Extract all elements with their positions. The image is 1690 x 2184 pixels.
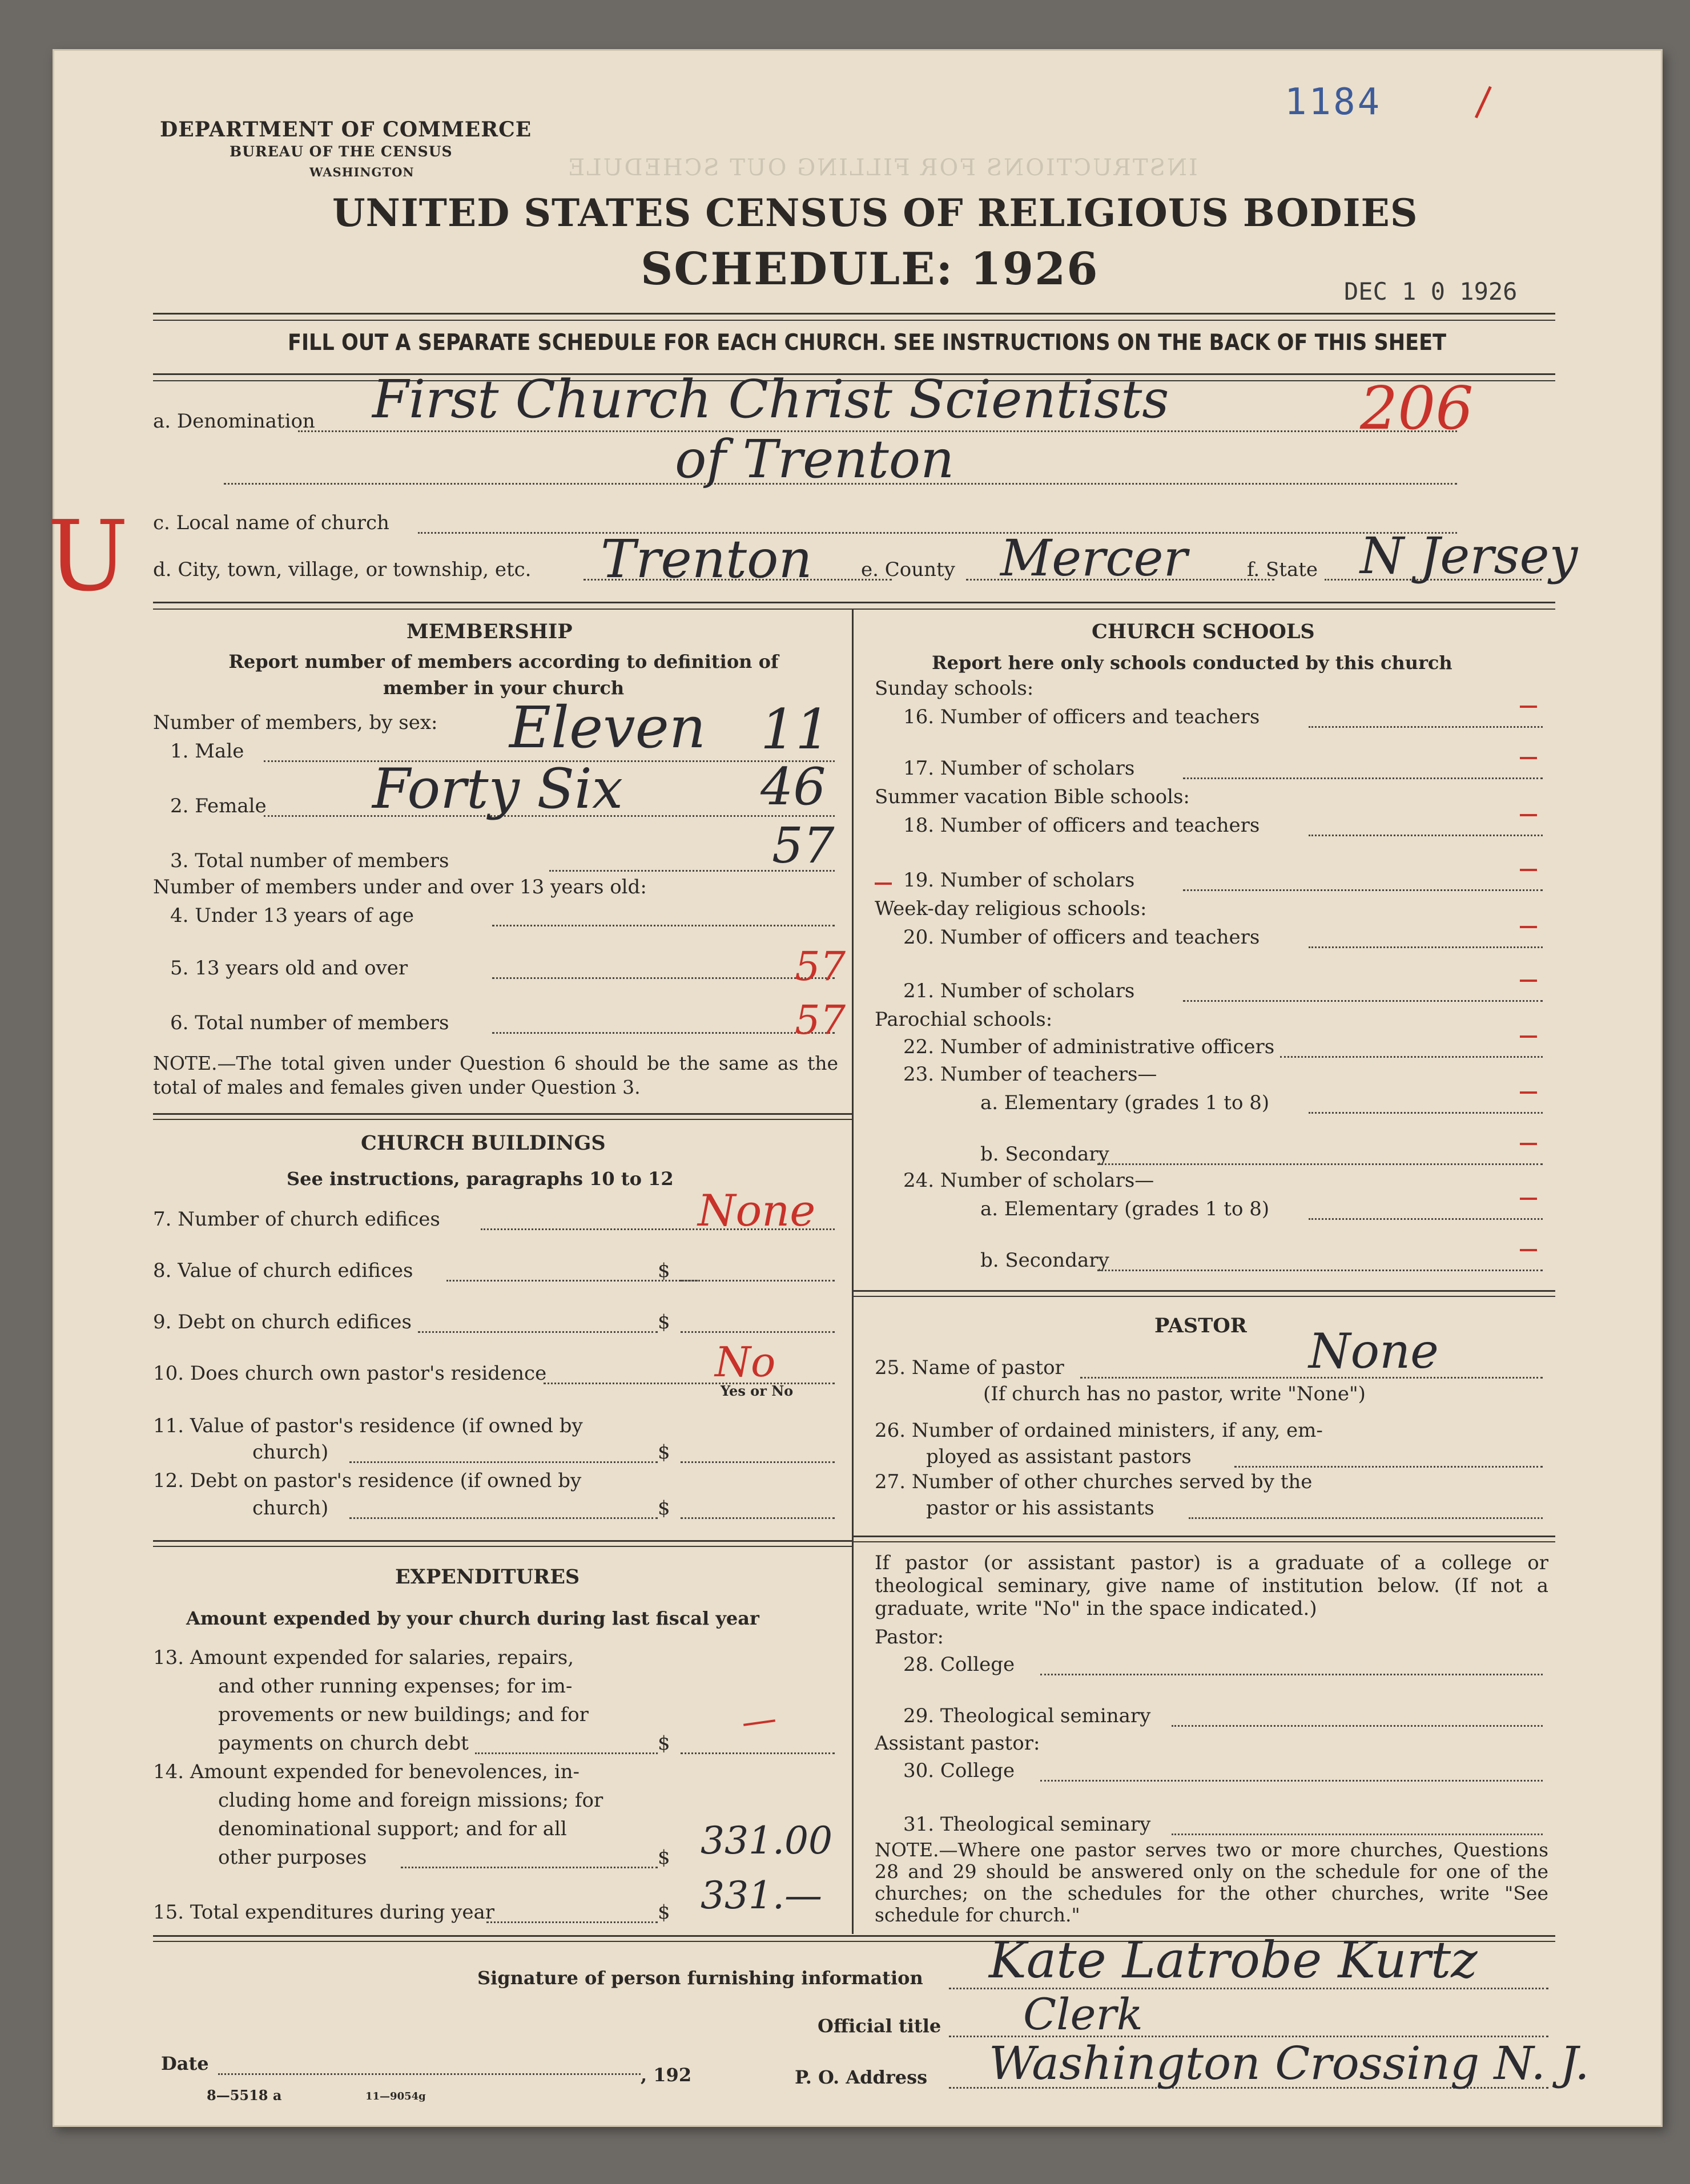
q6-value[interactable]: 57: [795, 997, 846, 1043]
fill-out-instruction: FILL OUT A SEPARATE SCHEDULE FOR EACH CHURCH. SEE INSTRUCTIONS ON THE BACK OF THIS SHEET: [288, 330, 1447, 356]
q10-hint: Yes or No: [721, 1383, 794, 1399]
q1-label: 1. Male: [170, 740, 244, 763]
q8-amount-line: [681, 1280, 835, 1282]
q24b-label: b. Secondary: [980, 1249, 1109, 1272]
check-mark-icon: [1467, 83, 1492, 118]
q20-label: 20. Number of officers and teachers: [903, 926, 1260, 949]
q24b-line: [1097, 1270, 1543, 1271]
q14-label-d: other purposes: [218, 1846, 367, 1869]
buildings-rule: [153, 1113, 852, 1115]
q11-label-b: church): [252, 1441, 329, 1464]
q23b-label: b. Secondary: [980, 1143, 1109, 1166]
q23a-line: [1309, 1112, 1543, 1114]
q9-line: [418, 1331, 658, 1333]
q14-label-b: cluding home and foreign missions; for: [218, 1789, 603, 1812]
q15-value[interactable]: 331.—: [701, 1873, 822, 1917]
q31-line: [1172, 1834, 1543, 1835]
department-name: DEPARTMENT OF COMMERCE: [160, 118, 532, 142]
expend-rule: [153, 1540, 852, 1542]
q26-label-a: 26. Number of ordained ministers, if any, em-: [875, 1419, 1323, 1442]
q27-label-b: pastor or his assistants: [926, 1497, 1154, 1520]
q21-line: [1183, 1000, 1543, 1002]
q24b-tick-icon: [1520, 1249, 1537, 1251]
q12-label-b: church): [252, 1497, 329, 1520]
q23a-tick-icon: [1520, 1091, 1537, 1094]
date-line: [218, 2073, 641, 2075]
q16-tick-icon: [1520, 706, 1537, 708]
header-rule-top: [153, 313, 1555, 315]
form-title: UNITED STATES CENSUS OF RELIGIOUS BODIES: [332, 191, 1418, 235]
city-value[interactable]: Trenton: [601, 529, 812, 590]
q17-line: [1183, 777, 1543, 779]
q11-label-a: 11. Value of pastor's residence (if owned by: [153, 1415, 583, 1437]
q13-label-d: payments on church debt: [218, 1732, 469, 1755]
q21-label: 21. Number of scholars: [903, 980, 1135, 1002]
schedule-year: SCHEDULE: 1926: [641, 243, 1099, 295]
q7-value[interactable]: None: [698, 1185, 816, 1236]
q12-label-a: 12. Debt on pastor's residence (if owned by: [153, 1469, 582, 1492]
sunday-head: Sunday schools:: [875, 677, 1034, 700]
official-title-label: Official title: [818, 2015, 941, 2037]
expenditures-title: EXPENDITURES: [395, 1565, 580, 1589]
date-year: , 192: [641, 2064, 692, 2086]
q12-line: [349, 1517, 658, 1519]
q5-label: 5. 13 years old and over: [170, 957, 408, 980]
q4-label: 4. Under 13 years of age: [170, 904, 414, 927]
q11-dollar: $: [658, 1441, 670, 1464]
graduate-note: If pastor (or assistant pastor) is a graduate of a college or theological seminary, give name of institution below. (If not a graduate, write "No" in the space indicated.): [875, 1552, 1548, 1620]
membership-subtitle: Report number of members according to definition of member in your church: [228, 651, 779, 699]
q1-value[interactable]: 11: [760, 698, 831, 761]
q14-label-c: denominational support; and for all: [218, 1818, 567, 1840]
section-rule: [153, 602, 1555, 603]
q28-label: 28. College: [903, 1653, 1015, 1676]
q17-tick-icon: [1520, 757, 1537, 759]
q13-tick-icon: [743, 1719, 775, 1726]
assistant-head: Assistant pastor:: [875, 1732, 1040, 1755]
q22-line: [1280, 1056, 1543, 1058]
q2-value[interactable]: 46: [760, 757, 826, 817]
q3-label: 3. Total number of members: [170, 849, 449, 872]
column-divider: [852, 610, 854, 1934]
q15-label: 15. Total expenditures during year: [153, 1901, 495, 1924]
q27-line: [1189, 1517, 1543, 1519]
q19-line: [1183, 889, 1543, 891]
q20-tick-icon: [1520, 926, 1537, 928]
print-number: 11—9054g: [365, 2090, 426, 2102]
q12-amount-line: [681, 1517, 835, 1519]
q4-line: [492, 925, 835, 926]
q18-label: 18. Number of officers and teachers: [903, 814, 1260, 837]
q13-dollar: $: [658, 1732, 670, 1755]
q13-line: [475, 1752, 658, 1754]
q13-label-c: provements or new buildings; and for: [218, 1703, 589, 1726]
header-rule-top-2: [153, 320, 1555, 321]
denomination-value-2[interactable]: of Trenton: [675, 429, 955, 490]
pastor-note: NOTE.—Where one pastor serves two or more churches, Questions 28 and 29 should be answered only on the schedule for one of the churches; on the schedules for the other churches, write "See schedule for church.": [875, 1839, 1548, 1926]
schools-title: CHURCH SCHOOLS: [1092, 620, 1315, 643]
grad-rule-2: [853, 1541, 1555, 1542]
q13-amount-line: [681, 1752, 835, 1754]
denomination-value[interactable]: First Church Christ Scientists: [372, 369, 1169, 430]
membership-note: NOTE.—The total given under Question 6 should be the same as the total of males and females given under Question 3.: [153, 1052, 838, 1098]
age-head: Number of members under and over 13 years old:: [153, 876, 647, 898]
q30-line: [1040, 1780, 1543, 1782]
q25-hint: (If church has no pastor, write "None"): [983, 1383, 1366, 1405]
membership-title: MEMBERSHIP: [407, 620, 573, 643]
q11-amount-line: [681, 1461, 835, 1463]
q25-value[interactable]: None: [1309, 1323, 1439, 1379]
po-address-label: P. O. Address: [795, 2066, 928, 2088]
q9-dollar: $: [658, 1311, 670, 1333]
summer-head: Summer vacation Bible schools:: [875, 785, 1190, 808]
q18-tick-icon: [1520, 814, 1537, 816]
q28-line: [1040, 1674, 1543, 1675]
q13-label-b: and other running expenses; for im-: [218, 1675, 573, 1698]
q31-label: 31. Theological seminary: [903, 1813, 1151, 1836]
q19-tick-icon: [1520, 869, 1537, 871]
buildings-rule-2: [153, 1119, 852, 1120]
q24a-line: [1309, 1218, 1543, 1220]
date-stamp: DEC 1 0 1926: [1344, 277, 1518, 305]
q19-label: 19. Number of scholars: [903, 869, 1135, 892]
signature-value[interactable]: Kate Latrobe Kurtz: [989, 1931, 1478, 1989]
q23b-tick-icon: [1520, 1143, 1537, 1145]
pastor-rule-2: [853, 1296, 1555, 1297]
q22-tick-icon: [1520, 1035, 1537, 1038]
expend-rule-2: [153, 1546, 852, 1547]
bleed-through-text: INSTRUCTIONS FOR FILLING OUT SCHEDULE: [566, 155, 1198, 181]
state-label: f. State: [1247, 558, 1318, 581]
schools-subtitle: Report here only schools conducted by this church: [932, 652, 1452, 674]
q22-label: 22. Number of administrative officers: [903, 1035, 1275, 1058]
parochial-head: Parochial schools:: [875, 1008, 1053, 1031]
form-number: 8—5518 a: [207, 2087, 282, 2104]
bureau-name: BUREAU OF THE CENSUS: [230, 143, 453, 160]
city-label: d. City, town, village, or township, etc.: [153, 558, 532, 581]
q8-dollar: $: [658, 1259, 670, 1282]
local-name-label: c. Local name of church: [153, 511, 389, 534]
q13-label-a: 13. Amount expended for salaries, repairs,: [153, 1646, 574, 1669]
q6-line: [492, 1032, 835, 1034]
q5-value[interactable]: 57: [795, 943, 846, 990]
signature-label: Signature of person furnishing information: [477, 1967, 923, 1989]
grad-rule: [853, 1536, 1555, 1537]
q25-label: 25. Name of pastor: [875, 1356, 1064, 1379]
county-value[interactable]: Mercer: [1000, 529, 1188, 587]
q23-label: 23. Number of teachers—: [903, 1063, 1157, 1086]
margin-mark: U: [47, 500, 129, 613]
q7-label: 7. Number of church edifices: [153, 1208, 440, 1231]
q18-line: [1309, 835, 1543, 836]
q9-amount-line: [681, 1331, 835, 1333]
expenditures-subtitle: Amount expended by your church during last fiscal year: [186, 1607, 759, 1629]
buildings-title: CHURCH BUILDINGS: [361, 1131, 606, 1155]
census-schedule-sheet: [47, 49, 1663, 2127]
pastor-rule: [853, 1290, 1555, 1292]
q23a-label: a. Elementary (grades 1 to 8): [980, 1091, 1270, 1114]
section-rule-2: [153, 609, 1555, 610]
q9-label: 9. Debt on church edifices: [153, 1311, 412, 1333]
q5-line: [492, 977, 835, 979]
q17-label: 17. Number of scholars: [903, 757, 1135, 780]
q3-value[interactable]: 57: [772, 817, 835, 875]
q30-label: 30. College: [903, 1759, 1015, 1782]
stamp-number: 1184: [1285, 81, 1382, 123]
denomination-label: a. Denomination: [153, 410, 315, 433]
q3-tick-icon: [875, 883, 892, 885]
q27-label-a: 27. Number of other churches served by the: [875, 1470, 1313, 1493]
q26-line: [1234, 1466, 1543, 1468]
q14-dollar: $: [658, 1846, 670, 1869]
q14-value[interactable]: 331.00: [701, 1819, 832, 1863]
weekday-head: Week-day religious schools:: [875, 897, 1147, 920]
q15-dollar: $: [658, 1901, 670, 1924]
q16-line: [1309, 726, 1543, 728]
q11-line: [349, 1461, 658, 1463]
po-address-value[interactable]: Washington Crossing N. J.: [989, 2037, 1590, 2090]
state-value[interactable]: N Jersey: [1360, 526, 1578, 585]
local-name-line: [418, 532, 1457, 534]
date-label: Date: [161, 2053, 209, 2074]
q14-label-a: 14. Amount expended for benevolences, in-: [153, 1760, 580, 1783]
q24-label: 24. Number of scholars—: [903, 1169, 1154, 1192]
pastor-title: PASTOR: [1154, 1314, 1247, 1337]
q6-label: 6. Total number of members: [170, 1012, 449, 1034]
q29-line: [1172, 1725, 1543, 1727]
q10-value[interactable]: No: [715, 1338, 776, 1386]
members-by-sex: Number of members, by sex:: [153, 711, 438, 734]
q23b-line: [1097, 1163, 1543, 1165]
official-title-value[interactable]: Clerk: [1023, 1989, 1143, 2040]
q2-label: 2. Female: [170, 795, 267, 817]
q10-label: 10. Does church own pastor's residence: [153, 1362, 547, 1385]
buildings-subtitle: See instructions, paragraphs 10 to 12: [287, 1168, 674, 1190]
q8-label: 8. Value of church edifices: [153, 1259, 413, 1282]
q2-words[interactable]: Forty Six: [372, 757, 623, 821]
q15-line: [486, 1921, 658, 1923]
q24a-tick-icon: [1520, 1198, 1537, 1200]
bureau-city: WASHINGTON: [309, 165, 415, 179]
q21-tick-icon: [1520, 980, 1537, 982]
q14-line: [401, 1867, 658, 1868]
q1-words[interactable]: Eleven: [509, 694, 706, 761]
q29-label: 29. Theological seminary: [903, 1705, 1151, 1727]
denomination-code: 206: [1360, 373, 1474, 443]
county-label: e. County: [861, 558, 955, 581]
q26-label-b: ployed as assistant pastors: [926, 1445, 1192, 1468]
q12-dollar: $: [658, 1497, 670, 1520]
q24a-label: a. Elementary (grades 1 to 8): [980, 1198, 1270, 1220]
q20-line: [1309, 946, 1543, 948]
q16-label: 16. Number of officers and teachers: [903, 706, 1260, 728]
pastor-head: Pastor:: [875, 1626, 944, 1649]
